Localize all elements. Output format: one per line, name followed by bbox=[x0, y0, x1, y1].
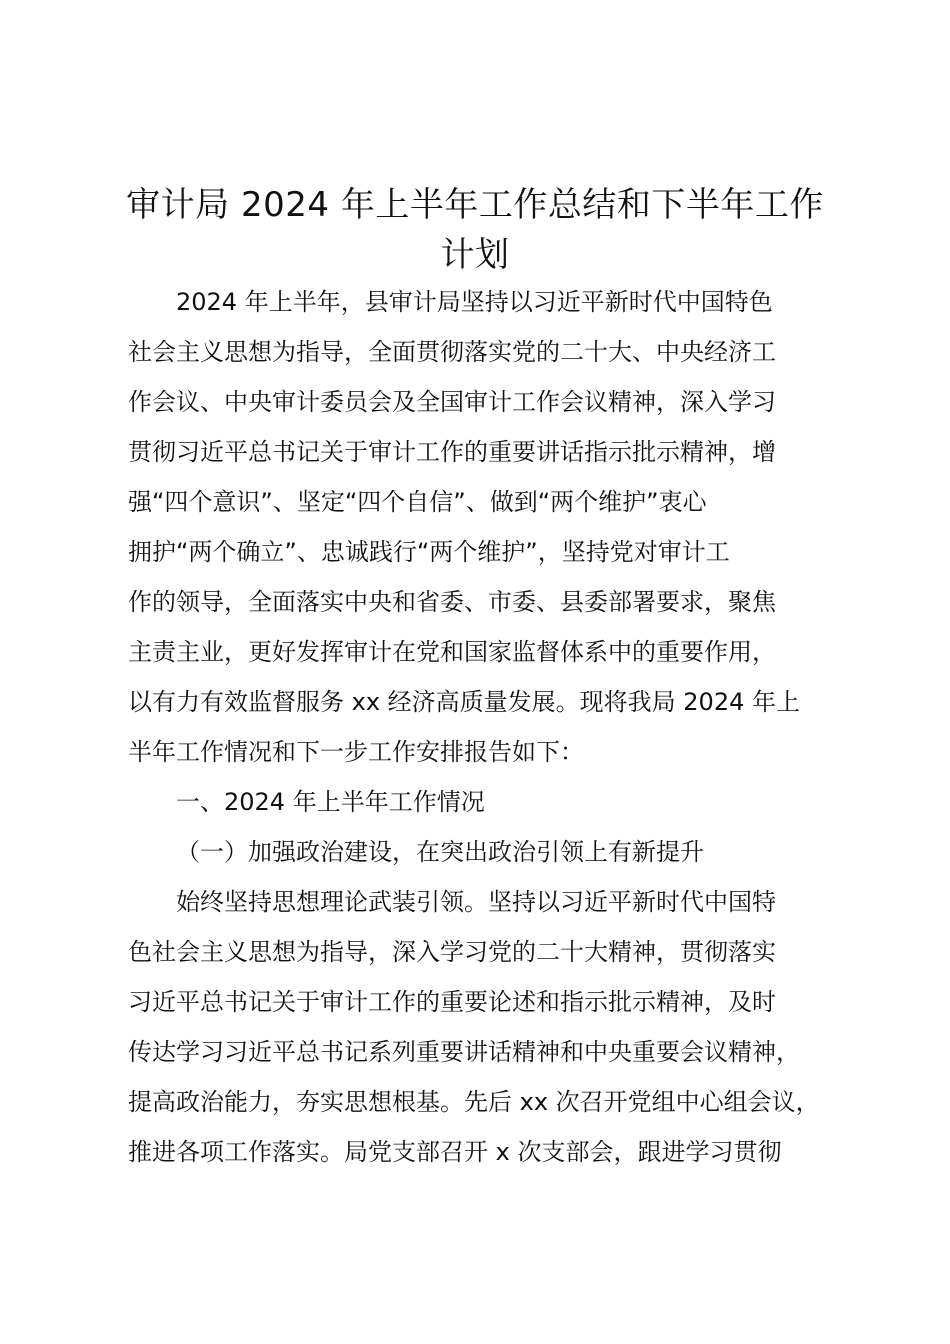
body-line: 提高政治能力，夯实思想根基。先后 xx 次召开党组中心组会议， bbox=[128, 1088, 820, 1116]
body-line: 传达学习习近平总书记系列重要讲话精神和中央重要会议精神， bbox=[128, 1038, 800, 1066]
body-line: 色社会主义思想为指导，深入学习党的二十大精神，贯彻落实 bbox=[128, 938, 776, 966]
body-line: 拥护“两个确立”、忠诚践行“两个维护”，坚持党对审计工 bbox=[128, 538, 730, 566]
subsection-heading: （一）加强政治建设，在突出政治引领上有新提升 bbox=[176, 838, 704, 866]
section-heading: 一、2024 年上半年工作情况 bbox=[176, 788, 485, 816]
body-line: 习近平总书记关于审计工作的重要论述和指示批示精神，及时 bbox=[128, 988, 776, 1016]
body-line: 始终坚持思想理论武装引领。坚持以习近平新时代中国特 bbox=[176, 888, 776, 916]
body-line: 强“四个意识”、坚定“四个自信”、做到“两个维护”衷心 bbox=[128, 488, 707, 516]
body-line: 推进各项工作落实。局党支部召开 x 次支部会，跟进学习贯彻 bbox=[128, 1138, 782, 1166]
body-line: 作会议、中央审计委员会及全国审计工作会议精神，深入学习 bbox=[128, 388, 776, 416]
body-line: 作的领导，全面落实中央和省委、市委、县委部署要求，聚焦 bbox=[128, 588, 776, 616]
body-line: 社会主义思想为指导，全面贯彻落实党的二十大、中央经济工 bbox=[128, 338, 776, 366]
title-line-2: 计划 bbox=[440, 235, 510, 275]
document-title bbox=[100, 180, 850, 280]
body-line: 以有力有效监督服务 xx 经济高质量发展。现将我局 2024 年上 bbox=[128, 688, 800, 716]
body-line: 贯彻习近平总书记关于审计工作的重要讲话指示批示精神，增 bbox=[128, 438, 776, 466]
title-line-1: 审计局 2024 年上半年工作总结和下半年工作 bbox=[126, 185, 824, 225]
body-line: 主责主业，更好发挥审计在党和国家监督体系中的重要作用， bbox=[128, 638, 776, 666]
body-line: 2024 年上半年，县审计局坚持以习近平新时代中国特色 bbox=[176, 288, 773, 316]
body-line: 半年工作情况和下一步工作安排报告如下： bbox=[128, 738, 584, 766]
